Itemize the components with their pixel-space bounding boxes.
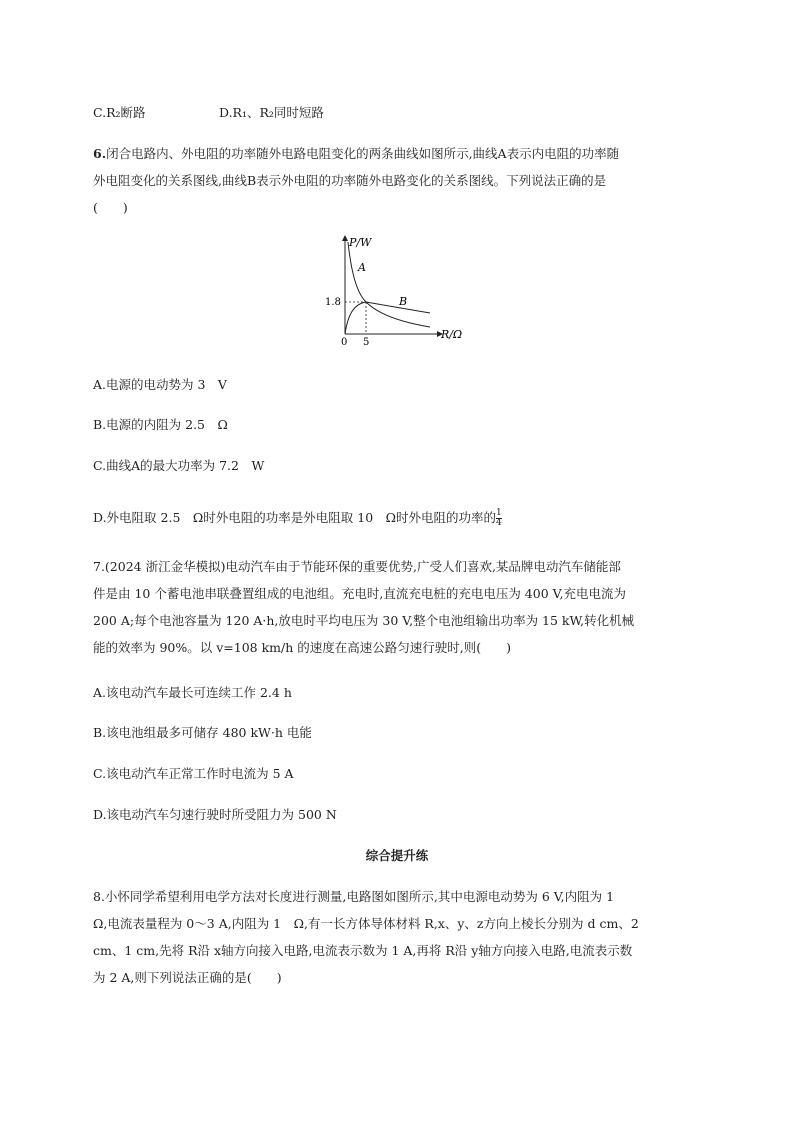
- x-axis-label: R/Ω: [441, 328, 463, 341]
- fraction-one-quarter: $\frac{1}{4}$: [496, 508, 502, 528]
- q6-stem-line2: 外电阻变化的关系图线,曲线B表示外电阻的功率随外电路变化的关系图线。下列说法正确的是: [93, 173, 607, 188]
- q6-option-c: C.曲线A的最大功率为 7.2 W: [93, 458, 265, 473]
- q6-stem-line1: 6.闭合电路内、外电阻的功率随外电路电阻变化的两条曲线如图所示,曲线A表示内电阻的功率随: [93, 146, 620, 161]
- q6-power-resistance-graph: [320, 230, 480, 348]
- q7-option-a: A.该电动汽车最长可连续工作 2.4 h: [93, 685, 292, 700]
- q7-option-b: B.该电池组最多可储存 480 kW·h 电能: [93, 725, 312, 740]
- y-tick-label: 1.8: [325, 297, 341, 308]
- q8-stem-line4: 为 2 A,则下列说法正确的是( ): [93, 970, 282, 985]
- origin-label: 0: [341, 337, 348, 348]
- q6-option-b: B.电源的内阻为 2.5 Ω: [93, 417, 228, 432]
- section-title: 综合提升练: [365, 848, 429, 863]
- q6-number: 6.: [93, 146, 107, 161]
- q7-option-d: D.该电动汽车匀速行驶时所受阻力为 500 N: [93, 807, 337, 822]
- curve-a-label: A: [358, 261, 366, 274]
- q7-stem-line2: 件是由 10 个蓄电池串联叠置组成的电池组。充电时,直流充电桩的充电电压为 400 V,充电电流为: [93, 586, 626, 601]
- q8-stem-line3: cm、1 cm,先将 R沿 x轴方向接入电路,电流表示数为 1 A,再将 R沿 y轴方向接入电路,电流表示数: [93, 943, 633, 958]
- q5-option-d: D.R₁、R₂同时短路: [219, 105, 324, 120]
- q7-option-c: C.该电动汽车正常工作时电流为 5 A: [93, 766, 294, 781]
- curve-a: [348, 242, 430, 327]
- q7-stem-line1: 7.(2024 浙江金华模拟)电动汽车由于节能环保的重要优势,广受人们喜欢,某品牌电动汽车储能部: [93, 559, 621, 574]
- q7-stem-line3: 200 A;每个电池容量为 120 A·h,放电时平均电压为 30 V,整个电池组输出功率为 15 kW,转化机械: [93, 613, 635, 628]
- q5-option-c: C.R₂断路: [93, 105, 146, 120]
- q6-option-d: D.外电阻取 2.5 Ω时外电阻的功率是外电阻取 10 Ω时外电阻的功率的 $\frac{1}{4}$: [93, 508, 502, 528]
- curve-b-label: B: [399, 295, 408, 308]
- q6-answer-blank: ( ): [93, 200, 128, 215]
- x-tick-label: 5: [363, 337, 370, 348]
- q8-stem-line2: Ω,电流表量程为 0～3 A,内阻为 1 Ω,有一长方体导体材料 R,x、y、z方向上棱长分别为 d cm、2: [93, 916, 639, 931]
- curve-b: [345, 302, 430, 334]
- y-axis-label: P/W: [349, 236, 372, 249]
- q8-stem-line1: 8.小怀同学希望利用电学方法对长度进行测量,电路图如图所示,其中电源电动势为 6 V,内阻为 1: [93, 889, 615, 904]
- q7-stem-line4: 能的效率为 90%。以 v=108 km/h 的速度在高速公路匀速行驶时,则( ): [93, 640, 511, 655]
- q6-option-a: A.电源的电动势为 3 V: [93, 377, 227, 392]
